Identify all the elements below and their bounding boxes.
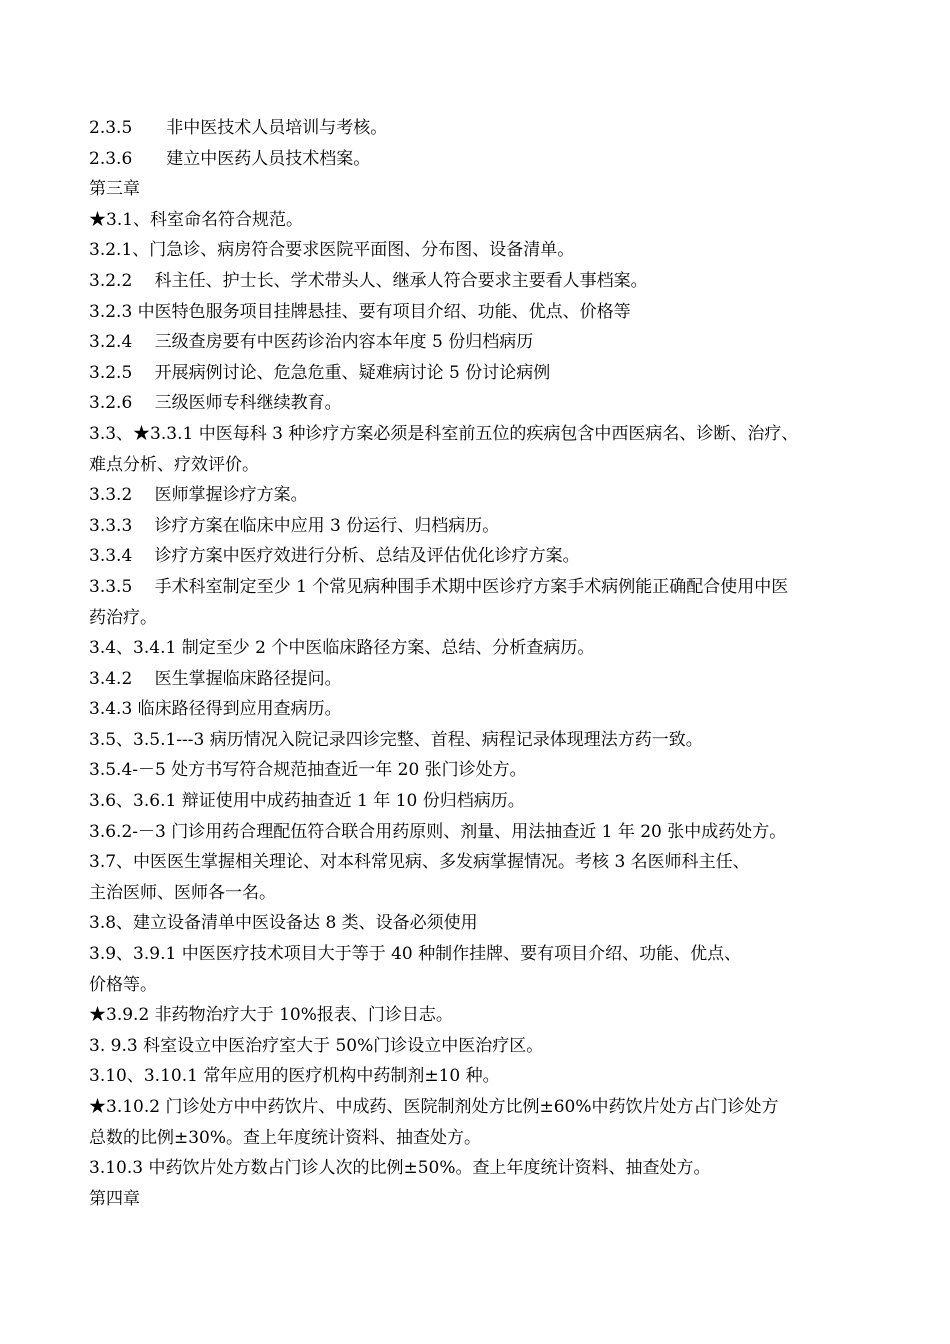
text-line: 3.3.4 诊疗方案中医疗效进行分析、总结及评估优化诊疗方案。 [89, 546, 580, 567]
text-line: 3.3.2 医师掌握诊疗方案。 [89, 485, 308, 506]
text-line: 3.3.3 诊疗方案在临床中应用 3 份运行、归档病历。 [89, 515, 500, 536]
text-line: 主治医师、医师各一名。 [89, 882, 276, 903]
chapter-heading: 第四章 [89, 1188, 140, 1209]
text-line: 3.9、3.9.1 中医医疗技术项目大于等于 40 种制作挂牌、要有项目介绍、功能、优点、 [89, 944, 742, 965]
text-line: 3.2.1、门急诊、病房符合要求医院平面图、分布图、设备清单。 [89, 240, 575, 261]
text-line: 3.5、3.5.1---3 病历情况入院记录四诊完整、首程、病程记录体现理法方药一致。 [89, 729, 703, 750]
document-body [89, 113, 879, 1214]
text-line: ★3.9.2 非药物治疗大于 10%报表、门诊日志。 [89, 1005, 453, 1026]
text-line: 3. 9.3 科室设立中医治疗室大于 50%门诊设立中医治疗区。 [89, 1035, 544, 1056]
chapter-heading: 第三章 [89, 179, 140, 200]
text-line: 药治疗。 [89, 607, 157, 628]
text-line: 3.2.4 三级查房要有中医药诊治内容本年度 5 份归档病历 [89, 332, 534, 353]
text-line: ★3.10.2 门诊处方中中药饮片、中成药、医院制剂处方比例±60%中药饮片处方占门诊处方 [89, 1097, 779, 1117]
text-line: 3.6.2-－3 门诊用药合理配伍符合联合用药原则、剂量、用法抽查近 1 年 20 张中成药处方。 [89, 821, 787, 842]
text-line: 3.2.5 开展病例讨论、危急危重、疑难病讨论 5 份讨论病例 [89, 362, 551, 383]
text-line: 3.4、3.4.1 制定至少 2 个中医临床路径方案、总结、分析查病历。 [89, 638, 595, 659]
text-line: 价格等。 [89, 974, 157, 995]
text-line: 3.4.2 医生掌握临床路径提问。 [89, 668, 342, 689]
text-line: 3.8、建立设备清单中医设备达 8 类、设备必须使用 [89, 913, 478, 934]
text-line: 难点分析、疗效评价。 [89, 454, 259, 475]
text-line: 3.5.4-－5 处方书写符合规范抽查近一年 20 张门诊处方。 [89, 760, 527, 781]
text-line: 总数的比例±30%。查上年度统计资料、抽查处方。 [89, 1127, 482, 1148]
text-line: 2.3.6 建立中医药人员技术档案。 [89, 148, 371, 169]
text-line: 2.3.5 非中医技术人员培训与考核。 [89, 118, 388, 138]
text-line: 3.3、★3.3.1 中医每科 3 种诊疗方案必须是科室前五位的疾病包含中西医病名、诊断、治疗、 [89, 423, 799, 444]
text-line: 3.3.5 手术科室制定至少 1 个常见病种围手术期中医诊疗方案手术病例能正确配合使用中医 [89, 576, 789, 597]
text-line: 3.4.3 临床路径得到应用查病历。 [89, 699, 342, 720]
text-line: 3.10、3.10.1 常年应用的医疗机构中药制剂±10 种。 [89, 1066, 500, 1087]
text-line: 3.7、中医医生掌握相关理论、对本科常见病、多发病掌握情况。考核 3 名医师科主任、 [89, 852, 750, 873]
text-line: ★3.1、科室命名符合规范。 [89, 209, 304, 230]
text-line: 3.2.2 科主任、护士长、学术带头人、继承人符合要求主要看人事档案。 [89, 270, 648, 291]
text-line: 3.10.3 中药饮片处方数占门诊人次的比例±50%。查上年度统计资料、抽查处方。 [89, 1158, 711, 1179]
text-line: 3.2.6 三级医师专科继续教育。 [89, 393, 342, 414]
text-line: 3.6、3.6.1 辩证使用中成药抽查近 1 年 10 份归档病历。 [89, 791, 525, 812]
text-line: 3.2.3 中医特色服务项目挂牌悬挂、要有项目介绍、功能、优点、价格等 [89, 301, 631, 322]
